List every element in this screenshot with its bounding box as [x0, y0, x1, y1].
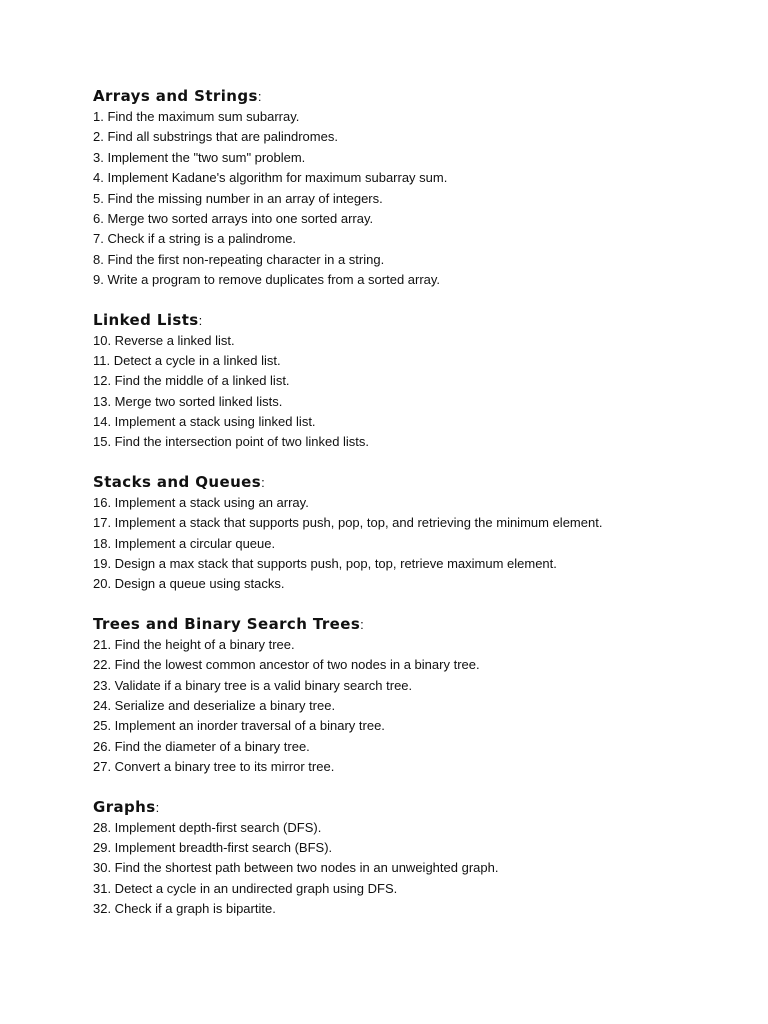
section-heading: Linked Lists:: [93, 310, 203, 329]
question-list: [93, 331, 753, 453]
list-item: 27. Convert a binary tree to its mirror tree.: [93, 759, 335, 775]
list-item: 17. Implement a stack that supports push, pop, top, and retrieving the minimum element.: [93, 515, 603, 531]
section-heading: Stacks and Queues:: [93, 472, 266, 491]
list-item: 15. Find the intersection point of two linked lists.: [93, 434, 370, 450]
section-linked-lists: [93, 310, 753, 453]
document-page: [93, 86, 753, 939]
list-item: 18. Implement a circular queue.: [93, 535, 276, 551]
list-item: 12. Find the middle of a linked list.: [93, 373, 290, 389]
section-heading: Graphs:: [93, 797, 160, 816]
list-item: 7. Check if a string is a palindrome.: [93, 231, 297, 247]
list-item: 8. Find the first non-repeating character in a string.: [93, 251, 385, 267]
list-item: 1. Find the maximum sum subarray.: [93, 109, 300, 124]
question-list: [93, 818, 753, 920]
section-heading: Arrays and Strings:: [93, 87, 262, 105]
section-heading: Trees and Binary Search Trees:: [93, 614, 365, 633]
list-item: 21. Find the height of a binary tree.: [93, 636, 295, 652]
question-list: [93, 107, 753, 291]
list-item: 26. Find the diameter of a binary tree.: [93, 738, 310, 754]
list-item: 19. Design a max stack that supports push, pop, top, retrieve maximum element.: [93, 556, 557, 572]
list-item: 25. Implement an inorder traversal of a binary tree.: [93, 718, 385, 734]
list-item: 29. Implement breadth-first search (BFS).: [93, 839, 333, 855]
list-item: 23. Validate if a binary tree is a valid binary search tree.: [93, 677, 413, 693]
question-list: [93, 635, 753, 778]
list-item: 3. Implement the "two sum" problem.: [93, 149, 306, 165]
list-item: 10. Reverse a linked list.: [93, 332, 235, 348]
list-item: 5. Find the missing number in an array of integers.: [93, 190, 383, 206]
list-item: 11. Detect a cycle in a linked list.: [93, 352, 281, 368]
list-item: 6. Merge two sorted arrays into one sorted array.: [93, 210, 374, 226]
list-item: 22. Find the lowest common ancestor of two nodes in a binary tree.: [93, 657, 480, 673]
section-stacks-and-queues: [93, 472, 753, 595]
section-arrays-and-strings: [93, 86, 753, 291]
section-graphs: [93, 797, 753, 920]
list-item: 14. Implement a stack using linked list.: [93, 414, 316, 430]
list-item: 32. Check if a graph is bipartite.: [93, 901, 276, 917]
list-item: 31. Detect a cycle in an undirected graph using DFS.: [93, 880, 398, 896]
question-list: [93, 493, 753, 595]
list-item: 16. Implement a stack using an array.: [93, 494, 309, 510]
section-trees-and-binary-search-trees: [93, 614, 753, 778]
list-item: 9. Write a program to remove duplicates from a sorted array.: [93, 272, 441, 288]
list-item: 20. Design a queue using stacks.: [93, 576, 285, 592]
list-item: 30. Find the shortest path between two nodes in an unweighted graph.: [93, 860, 499, 876]
list-item: 2. Find all substrings that are palindromes.: [93, 129, 338, 145]
list-item: 28. Implement depth-first search (DFS).: [93, 819, 322, 835]
list-item: 24. Serialize and deserialize a binary tree.: [93, 697, 336, 713]
list-item: 13. Merge two sorted linked lists.: [93, 393, 283, 409]
list-item: 4. Implement Kadane's algorithm for maximum subarray sum.: [93, 170, 448, 186]
